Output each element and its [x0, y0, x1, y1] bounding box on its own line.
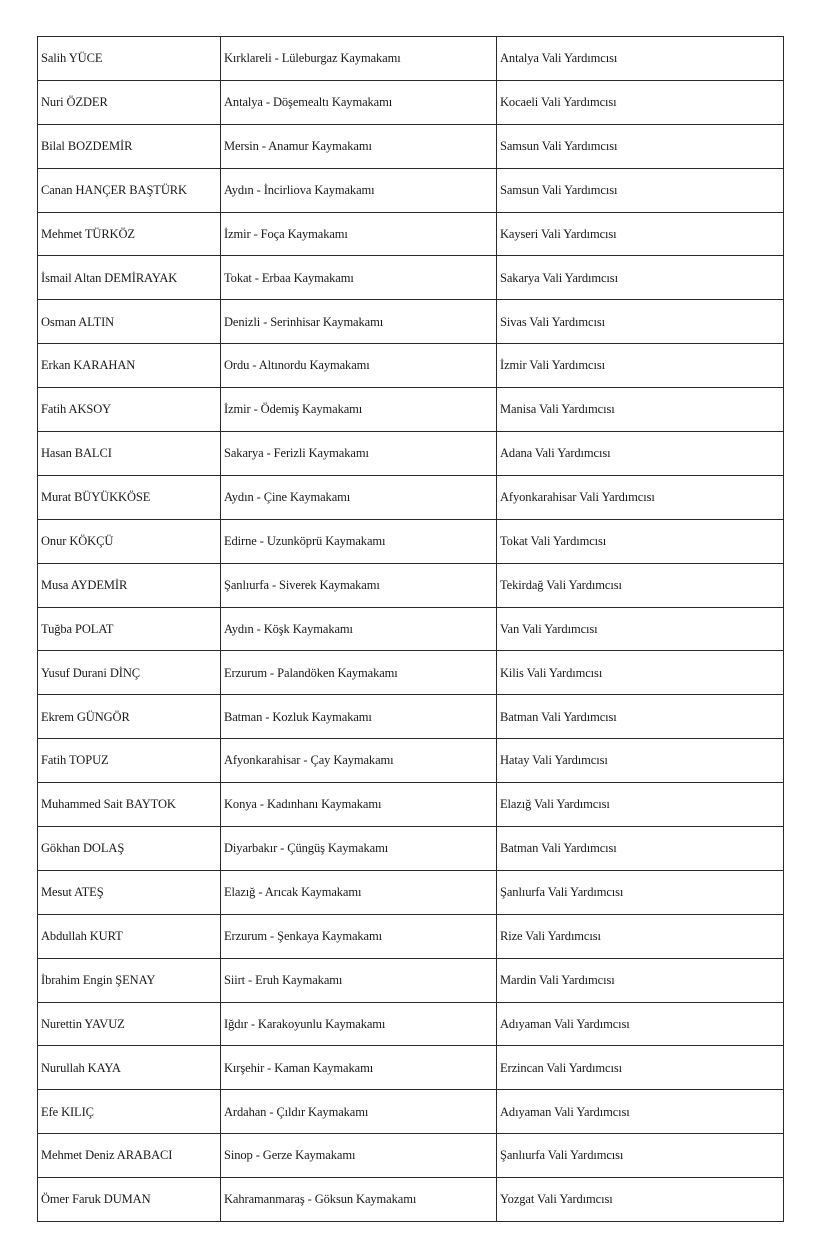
- new-post-cell: Kilis Vali Yardımcısı: [497, 651, 784, 695]
- person-name-cell: Nurullah KAYA: [38, 1046, 221, 1090]
- current-post-cell: Edirne - Uzunköprü Kaymakamı: [221, 519, 497, 563]
- table-row: [38, 256, 784, 300]
- new-post-cell: Kocaeli Vali Yardımcısı: [497, 80, 784, 124]
- new-post-cell: Adıyaman Vali Yardımcısı: [497, 1090, 784, 1134]
- current-post-cell: Şanlıurfa - Siverek Kaymakamı: [221, 563, 497, 607]
- new-post-cell: Samsun Vali Yardımcısı: [497, 124, 784, 168]
- new-post-cell: Rize Vali Yardımcısı: [497, 914, 784, 958]
- person-name-cell: Ekrem GÜNGÖR: [38, 695, 221, 739]
- person-name-cell: Osman ALTIN: [38, 300, 221, 344]
- person-name-cell: Erkan KARAHAN: [38, 344, 221, 388]
- new-post-cell: Antalya Vali Yardımcısı: [497, 37, 784, 81]
- current-post-cell: Aydın - İncirliova Kaymakamı: [221, 168, 497, 212]
- new-post-cell: Sakarya Vali Yardımcısı: [497, 256, 784, 300]
- table-row: [38, 739, 784, 783]
- person-name-cell: Tuğba POLAT: [38, 607, 221, 651]
- appointments-table: [37, 36, 784, 1222]
- person-name-cell: Fatih TOPUZ: [38, 739, 221, 783]
- current-post-cell: Sinop - Gerze Kaymakamı: [221, 1134, 497, 1178]
- new-post-cell: Manisa Vali Yardımcısı: [497, 388, 784, 432]
- new-post-cell: Batman Vali Yardımcısı: [497, 827, 784, 871]
- table-row: [38, 1090, 784, 1134]
- new-post-cell: Van Vali Yardımcısı: [497, 607, 784, 651]
- table-row: [38, 1002, 784, 1046]
- person-name-cell: Gökhan DOLAŞ: [38, 827, 221, 871]
- new-post-cell: Şanlıurfa Vali Yardımcısı: [497, 1134, 784, 1178]
- table-row: [38, 519, 784, 563]
- person-name-cell: Canan HANÇER BAŞTÜRK: [38, 168, 221, 212]
- table-row: [38, 432, 784, 476]
- table-row: [38, 870, 784, 914]
- new-post-cell: Afyonkarahisar Vali Yardımcısı: [497, 475, 784, 519]
- current-post-cell: Iğdır - Karakoyunlu Kaymakamı: [221, 1002, 497, 1046]
- table-row: [38, 958, 784, 1002]
- current-post-cell: Aydın - Çine Kaymakamı: [221, 475, 497, 519]
- person-name-cell: Efe KILIÇ: [38, 1090, 221, 1134]
- current-post-cell: İzmir - Ödemiş Kaymakamı: [221, 388, 497, 432]
- table-row: [38, 344, 784, 388]
- appointments-table-body: [38, 37, 784, 1222]
- new-post-cell: Sivas Vali Yardımcısı: [497, 300, 784, 344]
- table-row: [38, 124, 784, 168]
- table-row: [38, 563, 784, 607]
- current-post-cell: İzmir - Foça Kaymakamı: [221, 212, 497, 256]
- table-row: [38, 475, 784, 519]
- current-post-cell: Siirt - Eruh Kaymakamı: [221, 958, 497, 1002]
- current-post-cell: Kırklareli - Lüleburgaz Kaymakamı: [221, 37, 497, 81]
- person-name-cell: Yusuf Durani DİNÇ: [38, 651, 221, 695]
- table-row: [38, 783, 784, 827]
- table-row: [38, 1046, 784, 1090]
- person-name-cell: Mehmet Deniz ARABACI: [38, 1134, 221, 1178]
- table-row: [38, 37, 784, 81]
- table-row: [38, 168, 784, 212]
- current-post-cell: Ardahan - Çıldır Kaymakamı: [221, 1090, 497, 1134]
- table-row: [38, 1178, 784, 1222]
- new-post-cell: Erzincan Vali Yardımcısı: [497, 1046, 784, 1090]
- table-row: [38, 80, 784, 124]
- new-post-cell: Şanlıurfa Vali Yardımcısı: [497, 870, 784, 914]
- table-row: [38, 651, 784, 695]
- table-row: [38, 695, 784, 739]
- new-post-cell: Kayseri Vali Yardımcısı: [497, 212, 784, 256]
- person-name-cell: Hasan BALCI: [38, 432, 221, 476]
- current-post-cell: Konya - Kadınhanı Kaymakamı: [221, 783, 497, 827]
- table-row: [38, 1134, 784, 1178]
- person-name-cell: Fatih AKSOY: [38, 388, 221, 432]
- person-name-cell: Ömer Faruk DUMAN: [38, 1178, 221, 1222]
- current-post-cell: Elazığ - Arıcak Kaymakamı: [221, 870, 497, 914]
- person-name-cell: Salih YÜCE: [38, 37, 221, 81]
- current-post-cell: Erzurum - Palandöken Kaymakamı: [221, 651, 497, 695]
- current-post-cell: Antalya - Döşemealtı Kaymakamı: [221, 80, 497, 124]
- person-name-cell: Mehmet TÜRKÖZ: [38, 212, 221, 256]
- current-post-cell: Kırşehir - Kaman Kaymakamı: [221, 1046, 497, 1090]
- table-row: [38, 212, 784, 256]
- person-name-cell: Murat BÜYÜKKÖSE: [38, 475, 221, 519]
- current-post-cell: Mersin - Anamur Kaymakamı: [221, 124, 497, 168]
- new-post-cell: Samsun Vali Yardımcısı: [497, 168, 784, 212]
- current-post-cell: Ordu - Altınordu Kaymakamı: [221, 344, 497, 388]
- new-post-cell: Mardin Vali Yardımcısı: [497, 958, 784, 1002]
- person-name-cell: Muhammed Sait BAYTOK: [38, 783, 221, 827]
- person-name-cell: Nuri ÖZDER: [38, 80, 221, 124]
- person-name-cell: Abdullah KURT: [38, 914, 221, 958]
- new-post-cell: Batman Vali Yardımcısı: [497, 695, 784, 739]
- table-row: [38, 300, 784, 344]
- new-post-cell: Elazığ Vali Yardımcısı: [497, 783, 784, 827]
- new-post-cell: Tokat Vali Yardımcısı: [497, 519, 784, 563]
- current-post-cell: Diyarbakır - Çüngüş Kaymakamı: [221, 827, 497, 871]
- current-post-cell: Erzurum - Şenkaya Kaymakamı: [221, 914, 497, 958]
- new-post-cell: Tekirdağ Vali Yardımcısı: [497, 563, 784, 607]
- current-post-cell: Afyonkarahisar - Çay Kaymakamı: [221, 739, 497, 783]
- new-post-cell: Yozgat Vali Yardımcısı: [497, 1178, 784, 1222]
- current-post-cell: Batman - Kozluk Kaymakamı: [221, 695, 497, 739]
- person-name-cell: Mesut ATEŞ: [38, 870, 221, 914]
- new-post-cell: İzmir Vali Yardımcısı: [497, 344, 784, 388]
- new-post-cell: Hatay Vali Yardımcısı: [497, 739, 784, 783]
- current-post-cell: Sakarya - Ferizli Kaymakamı: [221, 432, 497, 476]
- person-name-cell: Musa AYDEMİR: [38, 563, 221, 607]
- new-post-cell: Adıyaman Vali Yardımcısı: [497, 1002, 784, 1046]
- table-row: [38, 827, 784, 871]
- table-row: [38, 914, 784, 958]
- current-post-cell: Aydın - Köşk Kaymakamı: [221, 607, 497, 651]
- person-name-cell: Onur KÖKÇÜ: [38, 519, 221, 563]
- person-name-cell: İsmail Altan DEMİRAYAK: [38, 256, 221, 300]
- current-post-cell: Denizli - Serinhisar Kaymakamı: [221, 300, 497, 344]
- person-name-cell: İbrahim Engin ŞENAY: [38, 958, 221, 1002]
- current-post-cell: Tokat - Erbaa Kaymakamı: [221, 256, 497, 300]
- person-name-cell: Nurettin YAVUZ: [38, 1002, 221, 1046]
- person-name-cell: Bilal BOZDEMİR: [38, 124, 221, 168]
- table-row: [38, 388, 784, 432]
- new-post-cell: Adana Vali Yardımcısı: [497, 432, 784, 476]
- table-row: [38, 607, 784, 651]
- current-post-cell: Kahramanmaraş - Göksun Kaymakamı: [221, 1178, 497, 1222]
